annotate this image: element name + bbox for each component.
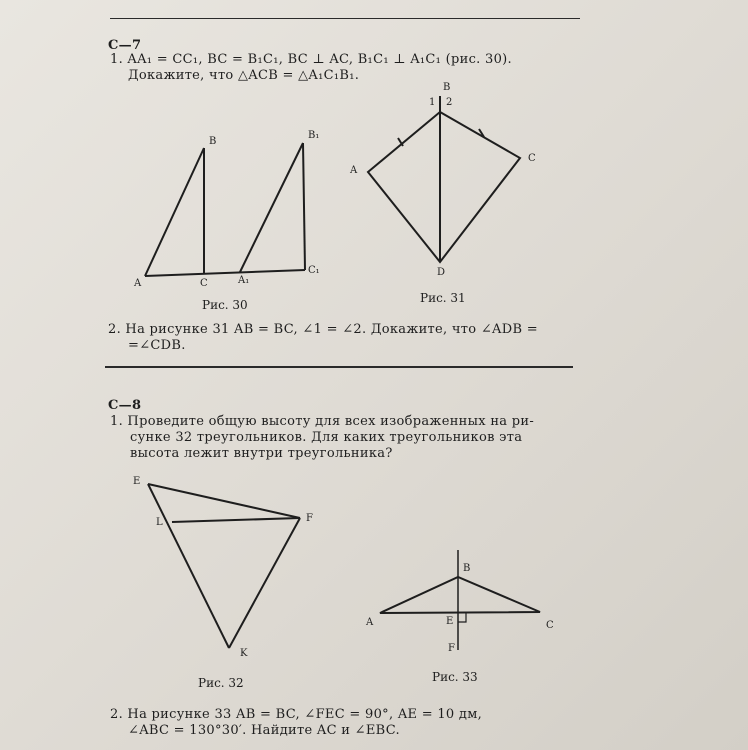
fig33-triangle bbox=[380, 577, 540, 613]
fig30-label-c: C bbox=[200, 278, 208, 289]
fig30-caption: Рис. 30 bbox=[202, 298, 248, 312]
fig30-label-c1: C₁ bbox=[308, 265, 320, 276]
fig30-label-b: B bbox=[209, 136, 217, 147]
fig33-label-e: E bbox=[446, 616, 454, 627]
fig30-segment-a-c1 bbox=[145, 270, 305, 276]
c7-problem2-line2: =∠CDB. bbox=[128, 338, 186, 353]
c8-problem2-line1: 2. На рисунке 33 AB = BC, ∠FEC = 90°, AE = 10 дм, bbox=[110, 707, 483, 722]
fig30-segment-a-b bbox=[145, 148, 204, 276]
section-title-c8: С—8 bbox=[108, 398, 142, 413]
section-divider bbox=[105, 366, 573, 368]
fig31-quadrilateral bbox=[368, 112, 520, 262]
fig31-label-b: B bbox=[443, 82, 451, 93]
fig31-label-a: A bbox=[350, 165, 358, 176]
fig30-label-a1: A₁ bbox=[238, 275, 250, 286]
c8-problem1-line1: 1. Проведите общую высоту для всех изображенных на ри- bbox=[110, 414, 535, 429]
c7-problem2-line1: 2. На рисунке 31 AB = BC, ∠1 = ∠2. Докажите, что ∠ADB = bbox=[108, 322, 538, 337]
fig32-label-k: K bbox=[240, 648, 248, 659]
fig32-caption: Рис. 32 bbox=[198, 676, 244, 690]
fig33-label-b: B bbox=[463, 563, 471, 574]
c7-problem1-line2: Докажите, что △ACB = △A₁C₁B₁. bbox=[128, 68, 360, 83]
c8-problem1-line3: высота лежит внутри треугольника? bbox=[130, 446, 393, 461]
c8-problem2-line2: ∠ABC = 130°30′. Найдите AC и ∠EBC. bbox=[128, 723, 400, 738]
fig30-segment-a1-b1 bbox=[240, 143, 303, 272]
fig31-label-c: C bbox=[528, 153, 536, 164]
fig33-label-c: C bbox=[546, 620, 554, 631]
fig31-caption: Рис. 31 bbox=[420, 291, 466, 305]
fig30-segment-b1-c1 bbox=[303, 143, 305, 270]
fig33-label-a: A bbox=[366, 617, 374, 628]
fig32-label-f: F bbox=[306, 513, 313, 524]
fig33-label-f: F bbox=[448, 643, 455, 654]
fig32-segment-e-k bbox=[148, 484, 229, 648]
fig33-caption: Рис. 33 bbox=[432, 670, 478, 684]
fig32-label-e: E bbox=[133, 476, 141, 487]
section-title-c7: С—7 bbox=[108, 38, 142, 53]
fig31-label-d: D bbox=[437, 267, 446, 278]
fig31-label-1: 1 bbox=[429, 97, 436, 108]
fig32-segment-e-f bbox=[148, 484, 300, 518]
fig30-label-a: A bbox=[134, 278, 142, 289]
c8-problem1-line2: сунке 32 треугольников. Для каких треугольников эта bbox=[130, 430, 523, 445]
fig30-label-b1: B₁ bbox=[308, 130, 320, 141]
fig32-segment-l-f bbox=[172, 518, 300, 522]
fig32-label-l: L bbox=[156, 517, 163, 528]
fig32-segment-f-k bbox=[229, 518, 300, 648]
c7-problem1-line1: 1. AA₁ = CC₁, BC = B₁C₁, BC ⊥ AC, B₁C₁ ⊥ A₁C₁ (рис. 30). bbox=[110, 52, 512, 67]
fig31-label-2: 2 bbox=[446, 97, 453, 108]
